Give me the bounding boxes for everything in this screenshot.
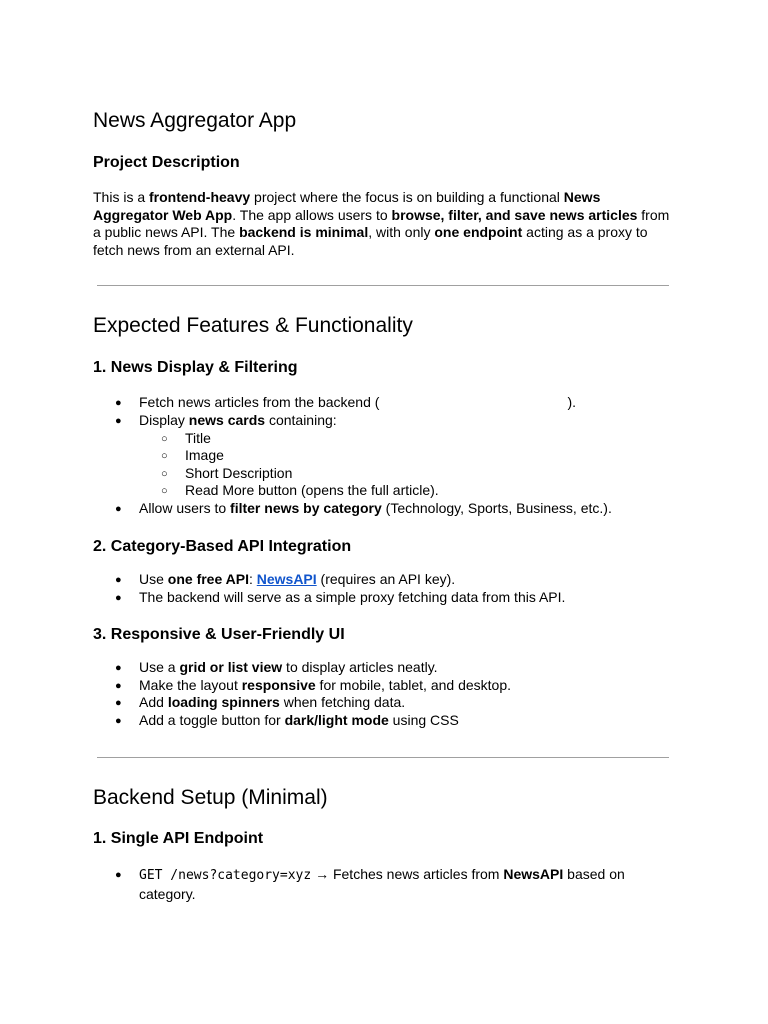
text: : (248, 571, 257, 587)
text: (requires an API key). (316, 571, 456, 587)
text-bold: browse, filter, and save news articles (391, 206, 638, 223)
bullet-icon: ● (115, 715, 122, 727)
sub-bullet-icon: ○ (161, 485, 168, 497)
text-bold: filter news by category (230, 500, 382, 516)
list-item (139, 500, 612, 518)
list-item (139, 712, 459, 730)
list-item (139, 677, 511, 695)
text: for mobile, tablet, and desktop. (315, 677, 512, 693)
list-item: The backend will serve as a simple proxy fetching data from this API. (139, 589, 566, 605)
text-bold: responsive (241, 677, 316, 693)
page-title: News Aggregator App (93, 109, 297, 132)
text: This is a (93, 189, 150, 205)
sub-bullet-icon: ○ (161, 450, 168, 462)
text: Display (139, 412, 189, 428)
bullet-icon: ● (115, 397, 122, 409)
text-bold: backend is minimal (239, 224, 369, 240)
text: Use (139, 571, 168, 587)
bullet-icon: ● (115, 680, 122, 692)
section-heading: 1. News Display & Filtering (93, 359, 298, 376)
text-bold: loading spinners (167, 694, 280, 710)
sub-bullet-icon: ○ (161, 468, 168, 480)
list-item (139, 412, 337, 430)
text: Add a toggle button for (139, 712, 285, 728)
text: Fetch news articles from the backend ( (139, 394, 380, 410)
text-bold: news cards (188, 412, 266, 428)
text: . The app allows users to (232, 206, 392, 223)
section-heading: 2. Category-Based API Integration (93, 538, 352, 555)
text: using CSS (388, 712, 459, 728)
text: Allow users to (139, 500, 231, 516)
text: ). (567, 394, 576, 410)
list-item (139, 694, 405, 712)
list-item (139, 394, 576, 412)
horizontal-divider (97, 757, 669, 758)
text-bold: News Aggregator Web App (93, 189, 601, 223)
horizontal-divider (97, 285, 669, 286)
project-description-paragraph (93, 189, 673, 259)
text: Use a (139, 659, 180, 675)
bullet-icon: ● (115, 574, 122, 586)
text: → Fetches news articles from (311, 866, 504, 882)
bullet-icon: ● (115, 697, 122, 709)
sub-list-item: Read More button (opens the full article). (185, 482, 439, 498)
newsapi-link[interactable]: NewsAPI (256, 571, 317, 587)
text: (Technology, Sports, Business, etc.). (381, 500, 612, 516)
features-heading: Expected Features & Functionality (93, 314, 413, 337)
section-heading: 1. Single API Endpoint (93, 830, 264, 847)
text-bold: one endpoint (434, 224, 523, 240)
bullet-icon: ● (115, 662, 122, 674)
section-heading: 3. Responsive & User-Friendly UI (93, 626, 345, 643)
text: when fetching data. (279, 694, 406, 710)
text: to display articles neatly. (282, 659, 438, 675)
backend-heading: Backend Setup (Minimal) (93, 786, 328, 809)
text-bold: grid or list view (179, 659, 283, 675)
code-text: GET /news?category=xyz (139, 868, 312, 883)
bullet-icon: ● (115, 592, 122, 604)
list-item (139, 571, 455, 589)
text-bold: frontend-heavy (149, 189, 251, 205)
text-bold: dark/light mode (284, 712, 389, 728)
bullet-icon: ● (115, 869, 122, 881)
text: containing: (265, 412, 337, 428)
bullet-icon: ● (115, 503, 122, 515)
text: , with only (368, 224, 435, 240)
bullet-icon: ● (115, 415, 122, 427)
list-item (139, 865, 649, 904)
text-bold: one free API (167, 571, 249, 587)
sub-bullet-icon: ○ (161, 433, 168, 445)
sub-list-item: Short Description (185, 465, 293, 481)
text: acting as a proxy to fetch news from an external API. (93, 224, 648, 258)
text: project where the focus is on building a functional (250, 189, 564, 205)
text: Add (139, 694, 168, 710)
text: from a public news API. The (93, 206, 670, 240)
text: Make the layout (139, 677, 242, 693)
text-bold: NewsAPI (503, 866, 564, 882)
list-item (139, 659, 438, 677)
project-description-heading: Project Description (93, 154, 240, 171)
sub-list-item: Title (185, 430, 211, 446)
sub-list-item: Image (185, 447, 224, 463)
text: based on category. (139, 866, 625, 902)
